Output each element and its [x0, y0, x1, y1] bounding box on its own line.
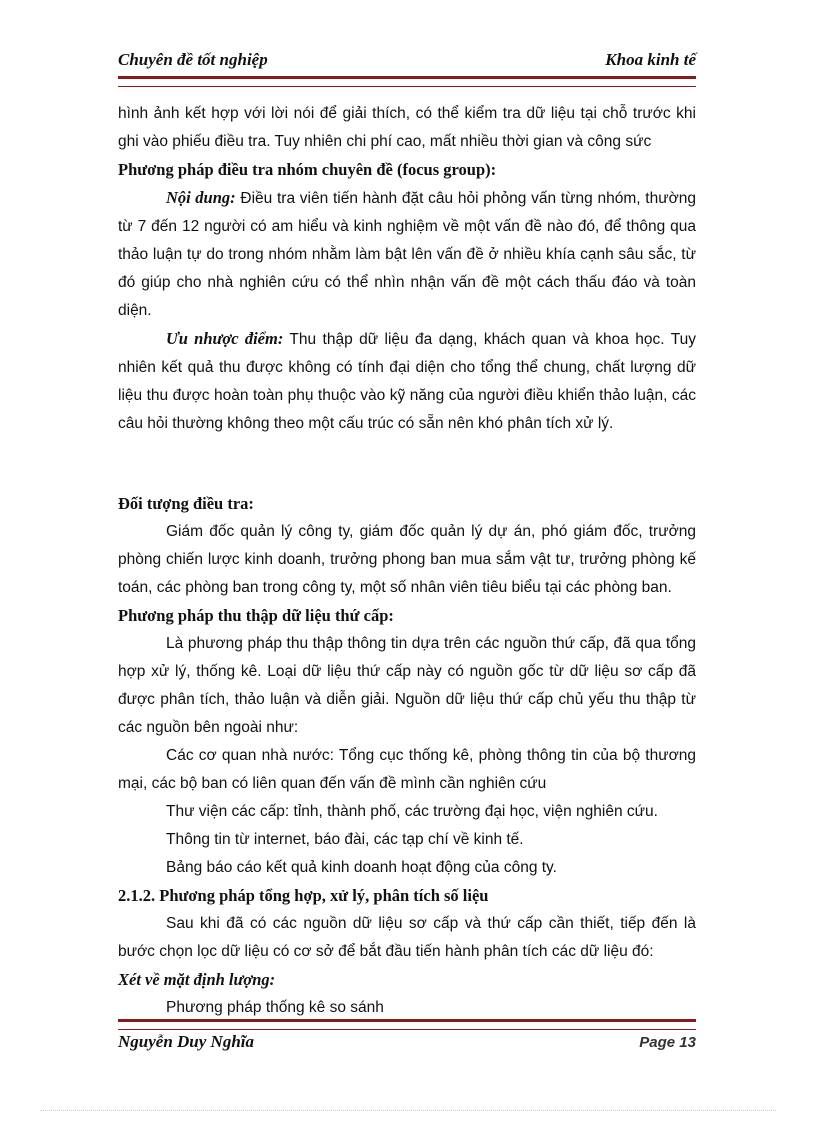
header-doc-title: Chuyên đề tốt nghiệp	[118, 50, 268, 69]
paragraph-content	[118, 184, 696, 325]
paragraph-pros-cons	[118, 325, 696, 438]
source-item: Các cơ quan nhà nước: Tổng cục thống kê, phòng thông tin của bộ thương mại, các bộ ban có liên quan đến vấn đề mình cần nghiên cứu	[118, 747, 696, 792]
heading-section-2-1-2: 2.1.2. Phương pháp tổng hợp, xử lý, phân tích số liệu	[118, 886, 489, 905]
heading-focus-group: Phương pháp điều tra nhóm chuyên đề (focus group):	[118, 160, 497, 179]
heading-subjects: Đối tượng điều tra:	[118, 494, 254, 513]
paragraph-section-2-1-2: Sau khi đã có các nguồn dữ liệu sơ cấp và thứ cấp cần thiết, tiếp đến là bước chọn lọc dữ liệu có cơ sở để bắt đầu tiến hành phân tích các dữ liệu đó:	[118, 915, 696, 960]
paragraph-subjects: Giám đốc quản lý công ty, giám đốc quản lý dự án, phó giám đốc, trưởng phòng chiến lược kinh doanh, trưởng phong ban mua sắm vật tư, trưởng phòng kế toán, các phòng ban trong công ty, một số nhân viên tiêu biểu tại các phòng ban.	[118, 523, 696, 596]
header-divider	[118, 76, 696, 87]
paragraph-quantitative: Phương pháp thống kê so sánh	[166, 999, 384, 1016]
footer-author: Nguyễn Duy Nghĩa	[118, 1032, 255, 1051]
paragraph-intro: hình ảnh kết hợp với lời nói để giải thích, có thể kiểm tra dữ liệu tại chỗ trước khi ghi vào phiếu điều tra. Tuy nhiên chi phí cao, mất nhiều thời gian và công sức	[118, 105, 696, 150]
page-number: Page 13	[639, 1034, 696, 1051]
source-item: Bảng báo cáo kết quả kinh doanh hoạt động của công ty.	[166, 859, 557, 876]
page-edge-line	[40, 1110, 776, 1111]
text-content: Điều tra viên tiến hành đặt câu hỏi phỏng vấn từng nhóm, thường từ 7 đến 12 người có am hiểu và kinh nghiệm về một vấn đề nào đó, để thông qua thảo luận tự do trong nhóm nhằm làm bật lên vấn đề ở nhiều khía cạnh sâu sắc, từ đó giúp cho nhà nghiên cứu có thể nhìn nhận vấn đề một cách thấu đáo và toàn diện.	[118, 190, 696, 319]
page-header	[118, 50, 696, 74]
spacer	[118, 438, 696, 490]
heading-secondary-data: Phương pháp thu thập dữ liệu thứ cấp:	[118, 606, 394, 625]
source-item: Thư viện các cấp: tỉnh, thành phố, các trường đại học, viện nghiên cứu.	[166, 803, 658, 820]
text-pros-cons: Thu thập dữ liệu đa dạng, khách quan và khoa học. Tuy nhiên kết quả thu được không có tính đại diện cho tổng thể chung, chất lượng dữ liệu thu được hoàn toàn phụ thuộc vào kỹ năng của người điều khiển thảo luận, các câu hỏi thường không theo một cấu trúc có sẵn nên khó phân tích xử lý.	[118, 331, 696, 432]
label-pros-cons: Ưu nhược điểm:	[166, 329, 284, 348]
page-body	[118, 100, 696, 1022]
heading-quantitative: Xét về mặt định lượng:	[118, 970, 276, 989]
footer-divider	[118, 1019, 696, 1030]
page-footer	[118, 1032, 696, 1056]
paragraph-secondary-data: Là phương pháp thu thập thông tin dựa trên các nguồn thứ cấp, đã qua tổng hợp xử lý, thống kê. Loại dữ liệu thứ cấp này có nguồn gốc từ dữ liệu sơ cấp đã được phân tích, thảo luận và diễn giải. Nguồn dữ liệu thứ cấp chủ yếu thu thập từ các nguồn bên ngoài như:	[118, 635, 696, 736]
source-item: Thông tin từ internet, báo đài, các tạp chí về kinh tế.	[166, 831, 524, 848]
label-content: Nội dung:	[166, 188, 236, 207]
header-faculty: Khoa kinh tế	[605, 50, 696, 69]
